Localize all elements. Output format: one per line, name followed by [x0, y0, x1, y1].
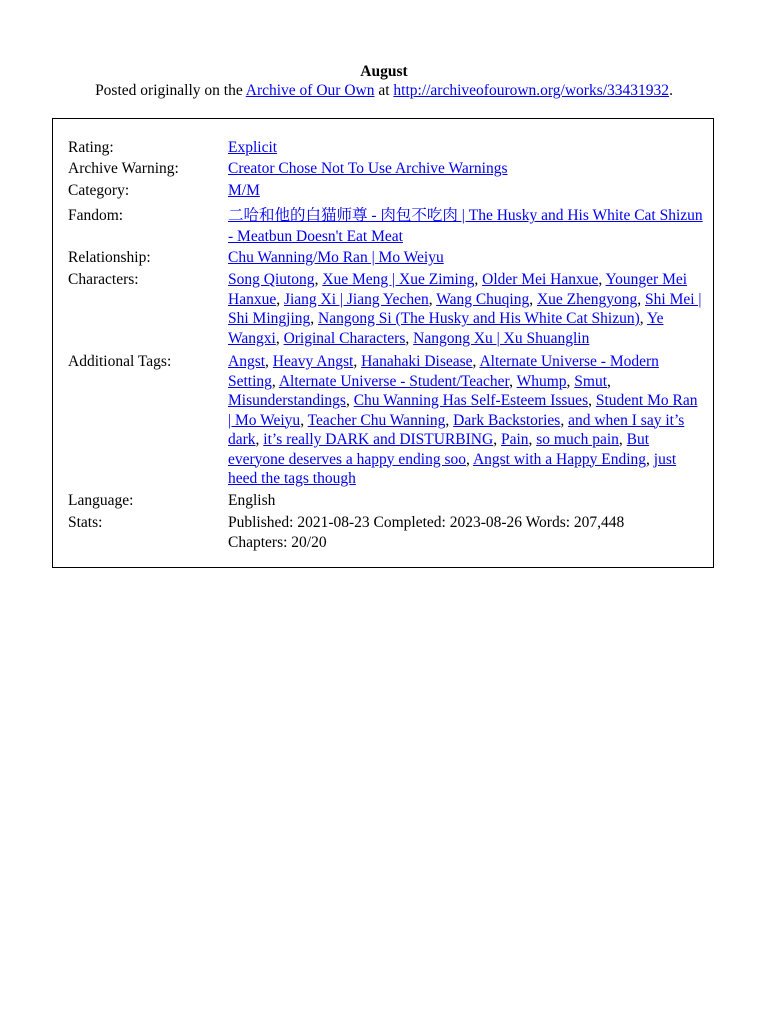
tags-label: Additional Tags: [68, 353, 172, 370]
archive-link[interactable]: Archive of Our Own [245, 82, 375, 99]
characters-value: Song Qiutong, Xue Meng | Xue Ziming, Older Mei Hanxue, Younger Mei Hanxue, Jiang Xi | Jiang Yechen, Wang Chuqing, Xue Zhengyong, Shi Mei | Shi Mingjing, Nangong Si (The Husky and His White Cat Shizun), Ye Wangxi, Original Characters, Nangong Xu | Xu Shuanglin [228, 271, 702, 347]
language-value: English [228, 492, 276, 509]
additional-tag[interactable]: Smut [574, 372, 608, 390]
additional-tag[interactable]: Alternate Universe - Student/Teacher [278, 372, 510, 390]
stats-value [228, 513, 703, 553]
posted-prefix: Posted originally on the [95, 82, 246, 99]
stats-line-1: Published: 2021-08-23 Completed: 2023-08-26 Words: 207,448 [228, 514, 625, 531]
rating-value [228, 138, 703, 158]
stats-line-2: Chapters: 20/20 [228, 534, 327, 551]
additional-tag[interactable]: Hanahaki Disease [361, 353, 473, 370]
additional-tag[interactable]: Chu Wanning Has Self-Esteem Issues [353, 392, 589, 409]
character-tag[interactable]: Xue Meng | Xue Ziming [322, 271, 475, 288]
category-tag[interactable]: M/M [228, 182, 260, 199]
additional-tag[interactable]: Heavy Angst [272, 353, 354, 370]
character-tag[interactable]: Xue Zhengyong [536, 290, 638, 308]
additional-tag[interactable]: Angst [228, 353, 266, 370]
stats-label: Stats: [68, 514, 103, 531]
fandom-tag[interactable]: 二哈和他的白猫师尊 - 肉包不吃肉 | The Husky and His White Cat Shizun - Meatbun Doesn't Eat Meat [228, 207, 703, 245]
additional-tag[interactable]: Whump [516, 372, 567, 390]
additional-tag[interactable]: Pain [500, 431, 529, 448]
warning-tag[interactable]: Creator Chose Not To Use Archive Warnings [228, 160, 508, 177]
character-tag[interactable]: Nangong Si (The Husky and His White Cat Shizun) [318, 310, 640, 327]
additional-tag[interactable]: Alternate Universe - Modern Setting [228, 353, 659, 390]
additional-tag[interactable]: Teacher Chu Wanning [307, 411, 446, 429]
relationship-tag[interactable]: Chu Wanning/Mo Ran | Mo Weiyu [228, 249, 444, 266]
additional-tag[interactable]: Dark Backstories [453, 411, 561, 429]
character-tag[interactable]: Jiang Xi | Jiang Yechen [283, 290, 429, 308]
additional-tag[interactable]: so much pain [536, 431, 619, 448]
character-tag[interactable]: Original Characters [283, 329, 406, 347]
work-url-link[interactable]: http://archiveofourown.org/works/33431932 [393, 82, 670, 99]
additional-tag[interactable]: it’s really DARK and DISTURBING [263, 431, 494, 448]
relationship-value [228, 248, 703, 268]
additional-tag[interactable]: Angst with a Happy Ending [472, 450, 647, 468]
work-title: August [360, 63, 408, 80]
rating-tag[interactable]: Explicit [228, 139, 278, 156]
category-value [228, 181, 703, 201]
work-meta-box [52, 118, 714, 568]
character-tag[interactable]: Ye Wangxi [228, 310, 664, 347]
fandom-label: Fandom: [68, 207, 124, 224]
character-tag[interactable]: Younger Mei Hanxue [228, 271, 688, 308]
category-label: Category: [68, 182, 130, 199]
rating-label: Rating: [68, 139, 114, 156]
characters-label: Characters: [68, 271, 139, 288]
tags-value: Angst, Heavy Angst, Hanahaki Disease, Alternate Universe - Modern Setting, Alternate Universe - Student/Teacher, Whump, Smut, Misunderstandings, Chu Wanning Has Self-Esteem Issues, Student Mo Ran | Mo Weiyu, Teacher Chu Wanning, Dark Backstories, and when I say it’s dark, it’s really DARK and DISTURBING, Pain, so much pain, But everyone deserves a happy ending soo, Angst with a Happy Ending, just heed the tags though [228, 353, 698, 487]
additional-tag[interactable]: just heed the tags though [228, 450, 677, 487]
additional-tag[interactable]: But everyone deserves a happy ending soo [228, 431, 650, 468]
character-tag[interactable]: Shi Mei | Shi Mingjing [228, 290, 702, 327]
at-text: at [374, 82, 394, 99]
warning-label: Archive Warning: [68, 160, 179, 177]
character-tag[interactable]: Song Qiutong [228, 271, 315, 288]
posted-line [0, 81, 768, 100]
character-tag[interactable]: Older Mei Hanxue [482, 271, 599, 288]
warning-value [228, 159, 703, 179]
language-label: Language: [68, 492, 134, 509]
fandom-value [228, 205, 703, 247]
additional-tag[interactable]: and when I say it’s dark [228, 411, 685, 448]
additional-tag[interactable]: Student Mo Ran | Mo Weiyu [228, 392, 698, 429]
character-tag[interactable]: Wang Chuqing [436, 290, 530, 308]
additional-tag[interactable]: Misunderstandings [228, 392, 346, 409]
work-header [0, 62, 768, 100]
relationship-label: Relationship: [68, 249, 151, 266]
character-tag[interactable]: Nangong Xu | Xu Shuanglin [413, 329, 590, 347]
period: . [669, 82, 673, 99]
